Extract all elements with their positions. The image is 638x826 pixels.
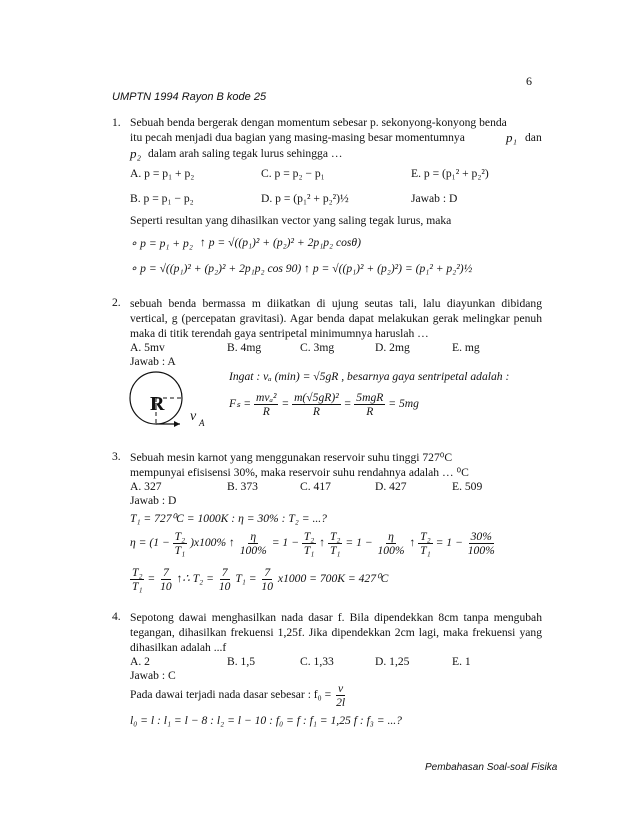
q4-option-c: C. 1,33 <box>300 655 334 668</box>
q2-number: 2. <box>112 296 121 309</box>
q1-answer: Jawab : D <box>411 192 458 205</box>
q3-equation1: T₁ = 727⁰C = 1000K : η = 30% : T₂ = ...? <box>130 512 327 525</box>
q2-answer: Jawab : A <box>130 355 176 368</box>
figure-velocity-subscript: A <box>199 418 205 428</box>
q1-option-d: D. p = (p₁² + p₂²)½ <box>261 192 349 205</box>
q3-equation2: η = (1 − $\frac{\text{T₂}}{\text{T₁}}$ )x100% ↑ $\frac{\eta}{100\%}$ = 1 − $\frac{\text{T₂}}{\text{T₁}}$ ↑ $\frac{\text{T₂}}{\text{T₁}}$ = 1 − $\frac{\eta}{100\%}$ ↑ $\frac{\text{T₂}}{\text{T₁}}$ = 1 − $\frac{30\%}{100\%}$ <box>130 529 495 557</box>
q4-number: 4. <box>112 610 121 623</box>
q3-line1: Sebuah mesin karnot yang menggunakan reservoir suhu tinggi 727⁰C <box>130 451 453 464</box>
force-result: = 5mg <box>388 397 419 410</box>
q1-option-b: B. p = p₁ − p₂ <box>130 192 194 205</box>
velocity-arrow-head <box>174 421 180 427</box>
q1-number: 1. <box>112 116 121 129</box>
q3-answer: Jawab : D <box>130 494 177 507</box>
q1-line1: Sebuah benda bergerak dengan momentum sebesar p. sekonyong-konyong benda <box>130 116 507 129</box>
q4-equation2: l₀ = l : l₁ = l − 8 : l₂ = l − 10 : f₀ = f : f₁ = 1,25 f : f₃ = ...? <box>130 714 402 727</box>
q2-option-d: D. 2mg <box>375 341 410 354</box>
q3-equation3: $\frac{\text{T₂}}{\text{T₁}}$ = $\frac{7}{10}$ ↑∴ T₂ = $\frac{7}{10}$ T₁ = $\frac{7}{10}$ x1000 = 700K = 427⁰C <box>132 565 389 593</box>
q1-option-a: A. p = p₁ + p₂ <box>130 167 195 180</box>
q1-line3-symbol: p₂ <box>130 146 142 161</box>
q4-text: Sepotong dawai menghasilkan nada dasar f. Bila dipendekkan 8cm tanpa mengubah tegangan, dihasilkan frekuensi 1,25f. Jika dipendekkan 2cm lagi, maka frekuensi yang dihasilkan adalah ...f <box>130 611 542 654</box>
q4-option-b: B. 1,5 <box>227 655 256 668</box>
q2-option-b: B. 4mg <box>227 341 262 354</box>
q1-equation1b: ↑ p = √((p₁)² + (p₂)² + 2p₁p₂ cosθ) <box>200 236 361 249</box>
force-lhs: Fₛ = <box>229 397 252 410</box>
q4-option-d: D. 1,25 <box>375 655 410 668</box>
q1-line2: itu pecah menjadi dua bagian yang masing-masing besar momentumnya <box>130 131 465 144</box>
q2-option-e: E. mg <box>452 341 480 354</box>
q3-option-c: C. 417 <box>300 480 331 493</box>
q2-force-equation: Fₛ = $\frac{\text{mvₐ²}}{R}$ = $\frac{\text{m(√5gR)²}}{R}$ = $\frac{\text{5mgR}}{R}$ = 5mg <box>229 390 419 418</box>
q2-option-c: C. 3mg <box>300 341 335 354</box>
q1-option-c: C. p = p₂ − p₁ <box>261 167 325 180</box>
force-fraction-1: $\frac{\text{mvₐ²}}{R}$ <box>256 390 277 418</box>
figure-radius-label: R <box>150 393 165 415</box>
q3-line2: mempunyai efisisensi 30%, maka reservoir suhu rendahnya adalah … ⁰C <box>130 466 469 479</box>
q3-option-e: E. 509 <box>452 480 483 493</box>
document-footer: Pembahasan Soal-soal Fisika <box>425 762 558 773</box>
q1-equation2: ∘ p = √((p₁)² + (p₂)² + 2p₁p₂ cos 90) ↑ p = √((p₁)² + (p₂)²) = (p₁² + p₂²)½ <box>130 262 473 275</box>
q3-option-a: A. 327 <box>130 480 162 493</box>
q1-line2-symbol: p₁ <box>506 130 518 145</box>
q3-option-b: B. 373 <box>227 480 258 493</box>
q1-line3: dalam arah saling tegak lurus sehingga … <box>148 147 343 160</box>
force-fraction-2: $\frac{\text{m(√5gR)²}}{R}$ <box>294 390 339 418</box>
q2-text: sebuah benda bermassa m diikatkan di ujung seutas tali, lalu diayunkan dibidang vertical, g (percepatan gravitasi). Agar benda dapat melakukan gerak melingkar penuh maka di titik terendah gaya sentripetal minimumnya haruslah … <box>130 297 542 340</box>
q1-equation1a: ∘ p = p₁ + p₂ <box>130 237 193 250</box>
document-header: UMPTN 1994 Rayon B kode 25 <box>112 91 267 103</box>
q3-option-d: D. 427 <box>375 480 407 493</box>
page-number: 6 <box>526 74 532 88</box>
q4-equation1: Pada dawai terjadi nada dasar sebesar : f₀ = $\frac{v}{2l}$ <box>130 681 346 709</box>
q1-line2-end: dan <box>525 131 542 144</box>
q3-number: 3. <box>112 450 121 463</box>
q1-option-e: E. p = (p₁² + p₂²) <box>411 167 489 180</box>
circular-motion-figure <box>128 368 210 432</box>
q1-explanation: Seperti resultan yang dihasilkan vector yang saling tegak lurus, maka <box>130 214 452 227</box>
q4-answer: Jawab : C <box>130 669 176 682</box>
figure-velocity-label: v <box>190 409 197 424</box>
force-fraction-3: $\frac{\text{5mgR}}{R}$ <box>356 390 384 418</box>
q2-hint: Ingat : vₐ (min) = √5gR , besarnya gaya sentripetal adalah : <box>229 370 510 383</box>
q4-option-a: A. 2 <box>130 655 150 668</box>
q2-option-a: A. 5mv <box>130 341 165 354</box>
q4-option-e: E. 1 <box>452 655 471 668</box>
